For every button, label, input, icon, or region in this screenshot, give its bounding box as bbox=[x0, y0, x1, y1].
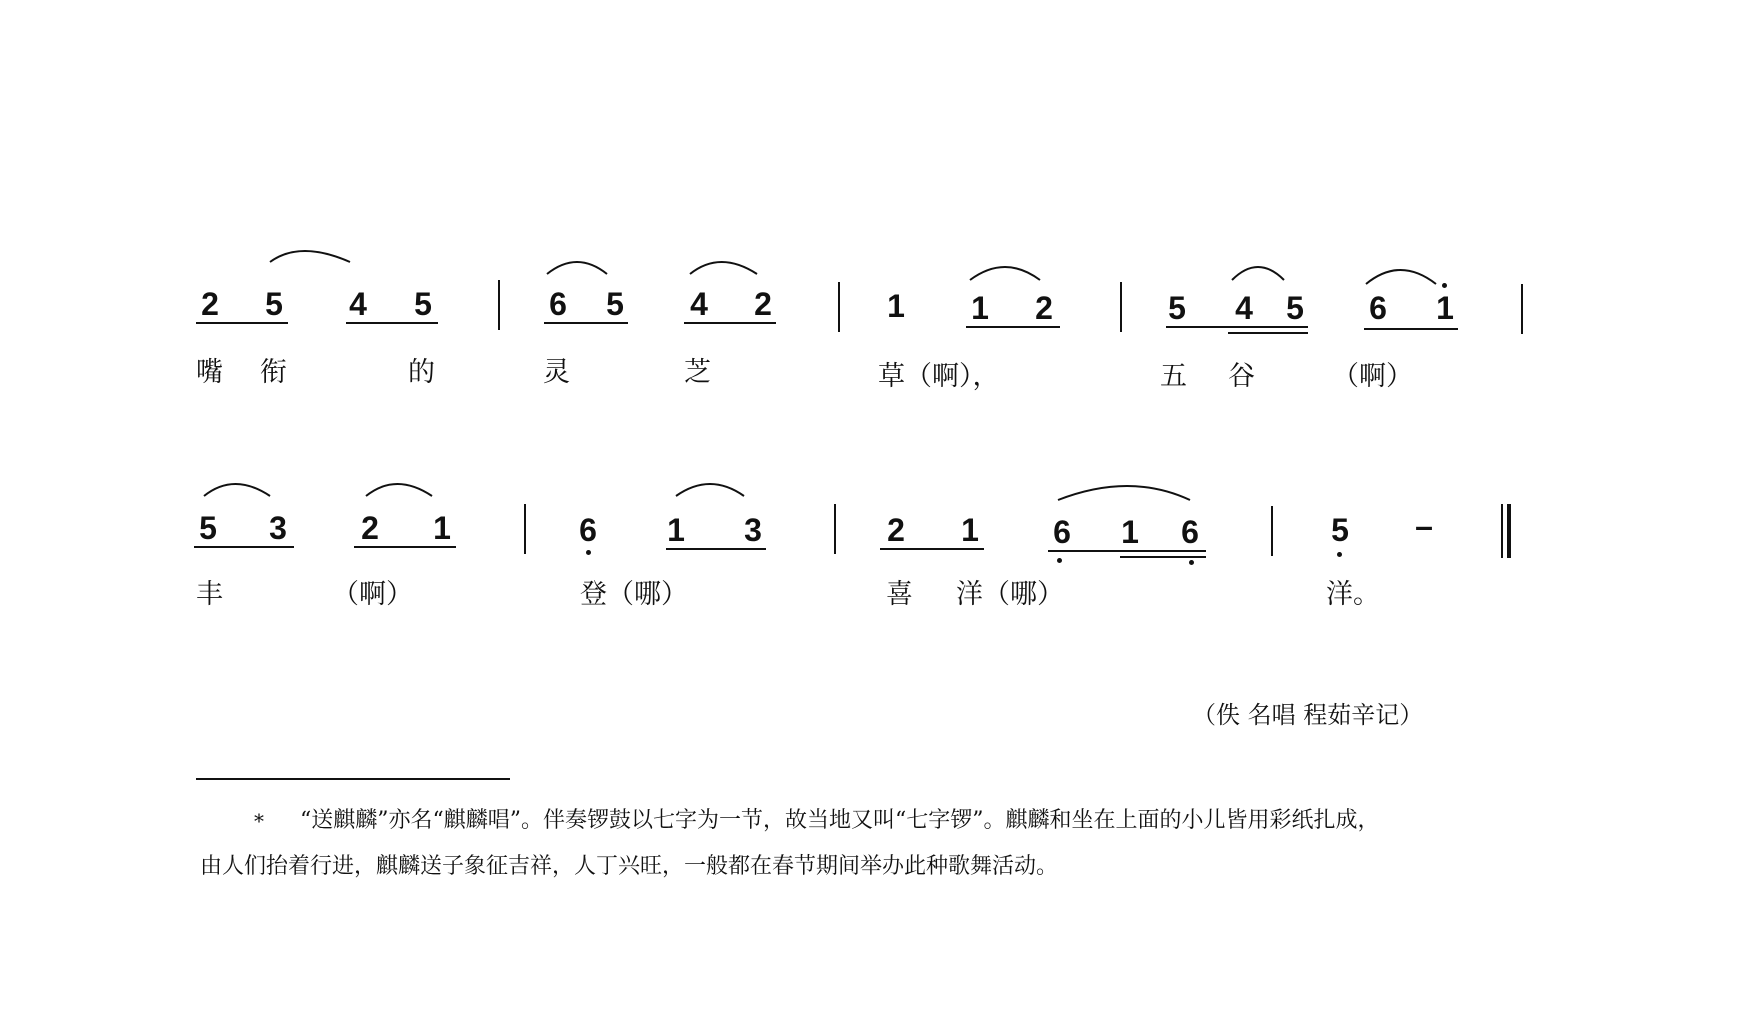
beam bbox=[880, 548, 984, 550]
low-octave-dot bbox=[1057, 558, 1062, 563]
footnote-line-1: “送麒麟”亦名“麒麟唱”。伴奏锣鼓以七字为一节，故当地又叫“七字锣”。麒麟和坐在上面的小儿皆用彩纸扎成， bbox=[300, 808, 1380, 833]
note: 6 bbox=[1181, 514, 1199, 550]
high-octave-dot bbox=[1442, 283, 1447, 288]
note: 2 bbox=[201, 286, 219, 322]
note: 5 bbox=[1168, 290, 1186, 326]
note: 2 bbox=[754, 286, 772, 322]
lyric: 的 bbox=[408, 357, 435, 388]
lyric: 嘴 bbox=[196, 357, 223, 388]
bar-line bbox=[1120, 282, 1122, 332]
note: 6 bbox=[579, 512, 597, 548]
beam bbox=[194, 546, 294, 548]
note: 6 bbox=[1053, 514, 1071, 550]
note: 5 bbox=[414, 286, 432, 322]
bar-line bbox=[838, 282, 840, 332]
note: 3 bbox=[269, 510, 287, 546]
slur bbox=[270, 251, 350, 262]
lyric: 洋（哪） bbox=[956, 579, 1064, 610]
note: 5 bbox=[1286, 290, 1304, 326]
beam bbox=[666, 548, 766, 550]
slur bbox=[690, 262, 757, 274]
bar-line bbox=[834, 504, 836, 554]
note: 1 bbox=[971, 290, 989, 326]
beam bbox=[1048, 550, 1206, 552]
beam bbox=[544, 322, 628, 324]
lyric: （啊） bbox=[1332, 361, 1413, 392]
beam bbox=[1120, 556, 1206, 558]
final-bar-thin bbox=[1501, 504, 1503, 558]
beam bbox=[346, 322, 438, 324]
beam bbox=[966, 326, 1060, 328]
final-bar-thick bbox=[1507, 504, 1511, 558]
note: 4 bbox=[349, 286, 367, 322]
credit-text: （佚 名唱 程茹辛记） bbox=[1192, 701, 1424, 729]
note: 6 bbox=[549, 286, 567, 322]
slur bbox=[204, 484, 270, 496]
note: 3 bbox=[744, 512, 762, 548]
footnote-marker: * bbox=[254, 809, 264, 833]
slur bbox=[676, 484, 744, 496]
note: 1 bbox=[1436, 290, 1454, 326]
lyric: 登（哪） bbox=[580, 579, 688, 610]
beam bbox=[1364, 328, 1458, 330]
slur bbox=[366, 484, 432, 496]
slur bbox=[547, 262, 607, 274]
note: 5 bbox=[1331, 512, 1349, 548]
footnote-rule bbox=[196, 778, 510, 780]
low-octave-dot bbox=[1337, 552, 1342, 557]
note: 1 bbox=[961, 512, 979, 548]
slur bbox=[1058, 486, 1190, 500]
slur bbox=[1232, 267, 1284, 280]
low-octave-dot bbox=[586, 550, 591, 555]
beam bbox=[1166, 326, 1308, 328]
beam bbox=[684, 322, 776, 324]
note: 4 bbox=[690, 286, 708, 322]
note: 5 bbox=[606, 286, 624, 322]
lyric: 五 bbox=[1160, 361, 1187, 392]
lyric: 草（啊）， bbox=[878, 361, 1000, 392]
lyric: 洋。 bbox=[1326, 579, 1380, 610]
slur bbox=[1366, 270, 1436, 284]
bar-line bbox=[524, 504, 526, 554]
lyric: 衔 bbox=[260, 357, 287, 388]
lyric: 喜 bbox=[886, 579, 913, 610]
lyric: （啊） bbox=[332, 579, 413, 610]
lyric: 芝 bbox=[684, 357, 711, 388]
note: 2 bbox=[887, 512, 905, 548]
note: 1 bbox=[887, 288, 905, 324]
bar-line bbox=[1271, 506, 1273, 556]
lyric: 丰 bbox=[196, 579, 223, 610]
dash: – bbox=[1415, 508, 1433, 544]
note: 5 bbox=[199, 510, 217, 546]
note: 6 bbox=[1369, 290, 1387, 326]
beam bbox=[354, 546, 456, 548]
bar-line bbox=[498, 280, 500, 330]
lyric: 谷 bbox=[1228, 361, 1255, 392]
note: 5 bbox=[265, 286, 283, 322]
beam bbox=[1228, 332, 1308, 334]
footnote-line-2: 由人们抬着行进，麒麟送子象征吉祥，人丁兴旺，一般都在春节期间举办此种歌舞活动。 bbox=[200, 854, 1059, 879]
note: 1 bbox=[1121, 514, 1139, 550]
note: 2 bbox=[1035, 290, 1053, 326]
low-octave-dot bbox=[1189, 560, 1194, 565]
note: 1 bbox=[433, 510, 451, 546]
lyric: 灵 bbox=[543, 357, 570, 388]
slur bbox=[970, 267, 1040, 280]
beam bbox=[196, 322, 288, 324]
note: 2 bbox=[361, 510, 379, 546]
bar-line bbox=[1521, 284, 1523, 334]
note: 1 bbox=[667, 512, 685, 548]
note: 4 bbox=[1235, 290, 1253, 326]
